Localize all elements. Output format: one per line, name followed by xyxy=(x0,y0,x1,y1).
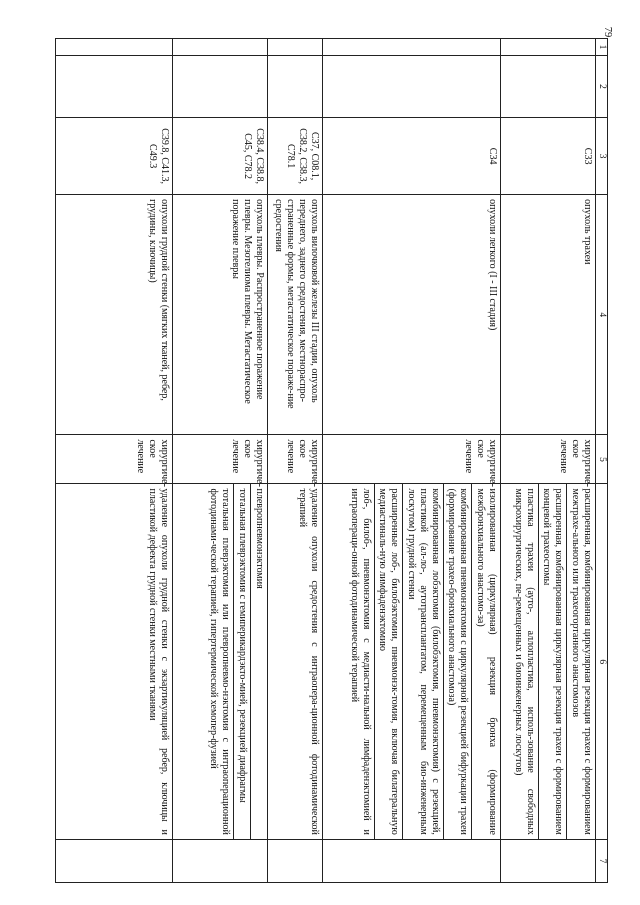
treatment-item: удаление опухоли средостения с интраопера-ционной фотодинамической терапией xyxy=(297,488,320,835)
column-number: 1 xyxy=(595,39,607,56)
diagnosis-cell: опухоли легкого (I - III стадия) xyxy=(322,195,500,435)
table-row xyxy=(172,39,267,883)
row-number-cell xyxy=(172,39,267,56)
treatment-item: плевропневмонэктомия xyxy=(250,484,267,838)
column-number: 5 xyxy=(595,435,607,484)
rotated-table-sheet xyxy=(55,38,608,883)
group-cell xyxy=(322,56,500,118)
icd-codes-cell: C34 xyxy=(322,118,500,195)
column-number-row xyxy=(595,39,607,883)
diagnosis-cell: опухоль трахеи xyxy=(500,195,595,435)
treatment-table xyxy=(55,38,608,883)
treatment-list-cell xyxy=(500,484,595,839)
column-number: 4 xyxy=(595,195,607,435)
notes-cell xyxy=(267,839,322,882)
treatment-item: лоб-, билоб-, пневмонэктомия с медиасти-нальной лимфаденэктомией и интраопераци-онной фотодинамической терапией xyxy=(348,488,372,835)
group-cell xyxy=(267,56,322,118)
column-number: 2 xyxy=(595,56,607,118)
row-number-cell xyxy=(267,39,322,56)
treatment-list-cell xyxy=(56,484,173,839)
treatment-list-cell xyxy=(172,484,267,839)
group-cell xyxy=(500,56,595,118)
treatment-method-cell: хирургиче-ское лечение xyxy=(267,435,322,484)
treatment-item: комбинированная лобэктомия (билобэктомия, пневмонэктомия) с резекцией, пластикой (ал-ло-, аутотрансплантатом, перемещенным био-инженерным лоскутом) грудной стенки xyxy=(402,484,442,838)
notes-cell xyxy=(322,839,500,882)
diagnosis-cell: опухоль плевры. Распространенное поражение плевры. Мезотелиома плевры. Метастатическое поражение плевры xyxy=(172,195,267,435)
icd-codes-cell: C37, C08.1, C38.2, C38.3, C78.1 xyxy=(267,118,322,195)
page-number: 79 xyxy=(602,26,613,38)
treatment-item: тотальная плеврэктомия с гемиперикардэкто-мией, резекцией диафрагмы xyxy=(233,484,250,838)
diagnosis-cell: опухоль вилочковой железы III стадии, опухоль переднего, заднего средостения, местнораспро-страненные формы, метастатическое пораже-ние средостения xyxy=(267,195,322,435)
column-number: 6 xyxy=(595,484,607,839)
treatment-method-cell: хирургиче-ское лечение xyxy=(56,435,173,484)
column-number: 3 xyxy=(595,118,607,195)
table-row xyxy=(500,39,595,883)
table-row xyxy=(267,39,322,883)
icd-codes-cell: C38.4, C38.8, C45, C78.2 xyxy=(172,118,267,195)
treatment-item: пластика трахеи (ауто-, аллопластика, исполь-зование свободных микрохирургических, пе-ремещенных и биоинженерных лоскутов) xyxy=(512,488,536,835)
table-row xyxy=(322,39,500,883)
treatment-item: расширенные лоб-, билобэктомии, пневмонэк-томия, включая билатеральную медиастиналь-ную лимфаденэктомию xyxy=(374,484,403,838)
treatment-method-cell: хирургиче-ское лечение xyxy=(500,435,595,484)
group-cell xyxy=(56,56,173,118)
group-cell xyxy=(172,56,267,118)
treatment-item: расширенная, комбинированная циркулярная резекция трахеи с формированием концевой трахеостомы xyxy=(538,484,567,838)
treatment-item: удаление опухоли грудной стенки с экзартикуляцией ребер, ключицы и пластикой дефекта грудной стенки местными тканями xyxy=(147,488,170,835)
treatment-item: расширенная, комбинированная циркулярная резекция трахеи с формированием межтрахе-ального или трахеогортанного анастомозов xyxy=(566,484,595,838)
treatment-list-cell xyxy=(267,484,322,839)
notes-cell xyxy=(56,839,173,882)
treatment-item: тотальная плеврэктомия или плевропневмо-нэктомия с интраоперационной фотодинами-ческой терапией, гипертермической хемопер-фузией xyxy=(208,488,232,835)
treatment-list-cell xyxy=(322,484,500,839)
row-number-cell xyxy=(322,39,500,56)
notes-cell xyxy=(172,839,267,882)
treatment-item: изолированная (циркулярная) резекция бронха (формирование межбронхиального анастомо-за) xyxy=(471,484,500,838)
icd-codes-cell: C33 xyxy=(500,118,595,195)
column-number: 7 xyxy=(595,839,607,882)
icd-codes-cell: C39.8, C41.3, C49.3 xyxy=(56,118,173,195)
row-number-cell xyxy=(500,39,595,56)
treatment-method-cell: хирургиче-ское лечение xyxy=(172,435,267,484)
treatment-item: комбинированная пневмонэктомия с циркулярной резекцией бифуркации трахеи (формирование трахео-бронхиального анастомоза) xyxy=(443,484,472,838)
diagnosis-cell: опухоли грудной стенки (мягких тканей, ребер, грудины, ключицы) xyxy=(56,195,173,435)
row-number-cell xyxy=(56,39,173,56)
treatment-method-cell: хирургиче-ское лечение xyxy=(322,435,500,484)
table-row xyxy=(56,39,173,883)
notes-cell xyxy=(500,839,595,882)
